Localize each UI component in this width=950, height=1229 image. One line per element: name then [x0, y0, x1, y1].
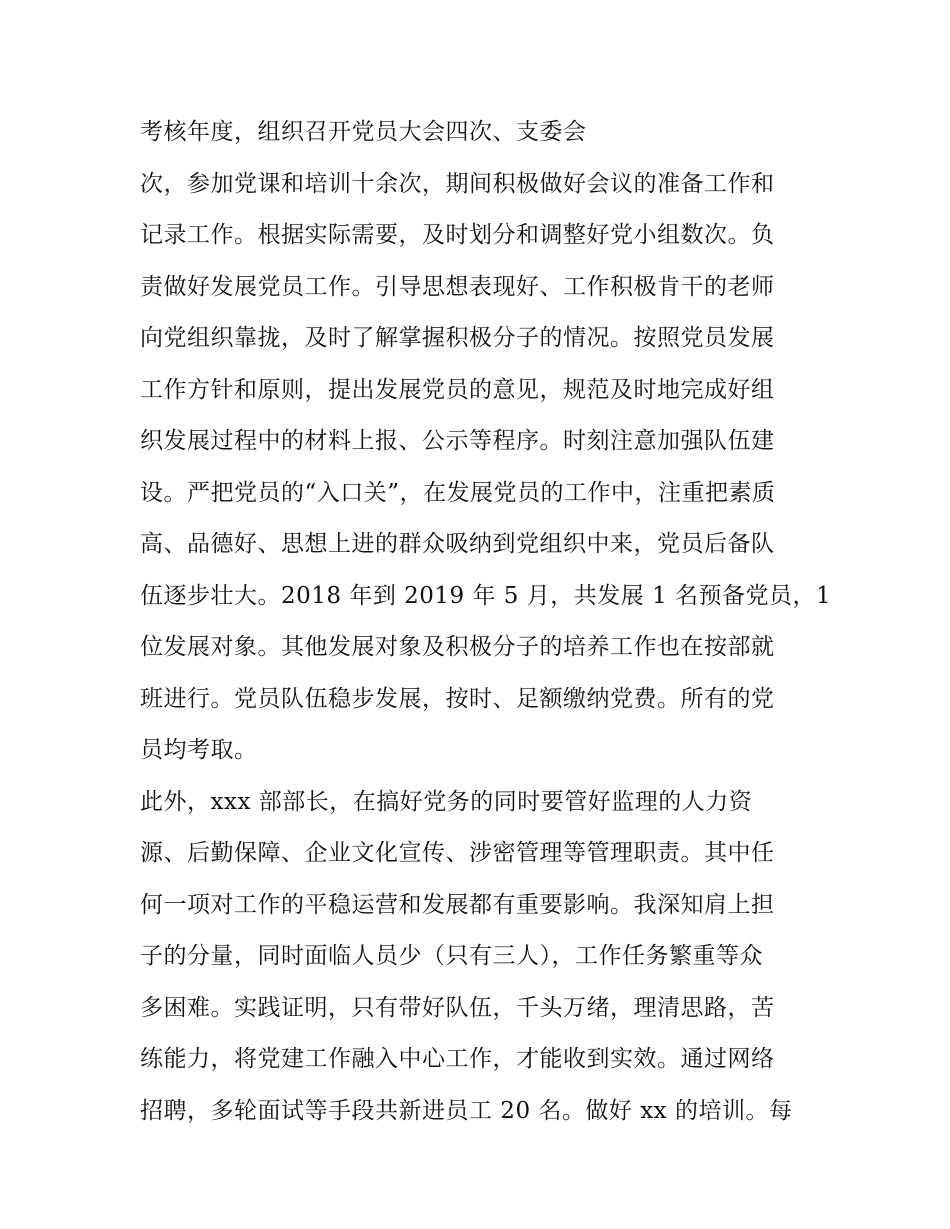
- paragraph-party-work: [140, 107, 832, 777]
- text-line: 高、品德好、思想上进的群众吸纳到党组织中来，党员后备队: [140, 531, 775, 557]
- text-line: 练能力，将党建工作融入中心工作，才能收到实效。通过网络: [140, 1046, 775, 1072]
- text-line: 源、后勤保障、企业文化宣传、涉密管理等管理职责。其中任: [140, 840, 775, 866]
- text-line: 考核年度，组织召开党员大会四次、支委会: [140, 119, 587, 145]
- text-line: 招聘，多轮面试等手段共新进员工 20 名。做好 xx 的培训。每: [140, 1097, 793, 1124]
- text-line: 记录工作。根据实际需要，及时划分和调整好党小组数次。负: [140, 222, 775, 248]
- text-line: 织发展过程中的材料上报、公示等程序。时刻注意加强队伍建: [140, 428, 775, 454]
- text-line: 子的分量，同时面临人员少（只有三人），工作任务繁重等众: [140, 943, 763, 969]
- text-line: 向党组织靠拢，及时了解掌握积极分子的情况。按照党员发展: [140, 325, 775, 351]
- text-line: 班进行。党员队伍稳步发展，按时、足额缴纳党费。所有的党: [140, 685, 775, 712]
- text-line: 何一项对工作的平稳运营和发展都有重要影响。我深知肩上担: [140, 891, 775, 918]
- document-body: [140, 107, 832, 1137]
- text-line: 员均考取。: [140, 737, 258, 763]
- text-line: 位发展对象。其他发展对象及积极分子的培养工作也在按部就: [140, 634, 775, 660]
- text-line: 次，参加党课和培训十余次，期间积极做好会议的准备工作和: [140, 170, 775, 197]
- text-line: 工作方针和原则，提出发展党员的意见，规范及时地完成好组: [140, 376, 775, 403]
- text-line: 责做好发展党员工作。引导思想表现好、工作积极肯干的老师: [140, 273, 775, 300]
- text-line: 多困难。实践证明，只有带好队伍，千头万绪，理清思路，苦: [140, 994, 775, 1021]
- text-line: 伍逐步壮大。2018 年到 2019 年 5 月，共发展 1 名预备党员，1: [140, 582, 832, 609]
- paragraph-management-duties: [140, 777, 820, 1138]
- text-line: 设。严把党员的“入口关”，在发展党员的工作中，注重把素质: [140, 479, 776, 506]
- text-line: 此外，xxx 部部长，在搞好党务的同时要管好监理的人力资: [140, 788, 753, 815]
